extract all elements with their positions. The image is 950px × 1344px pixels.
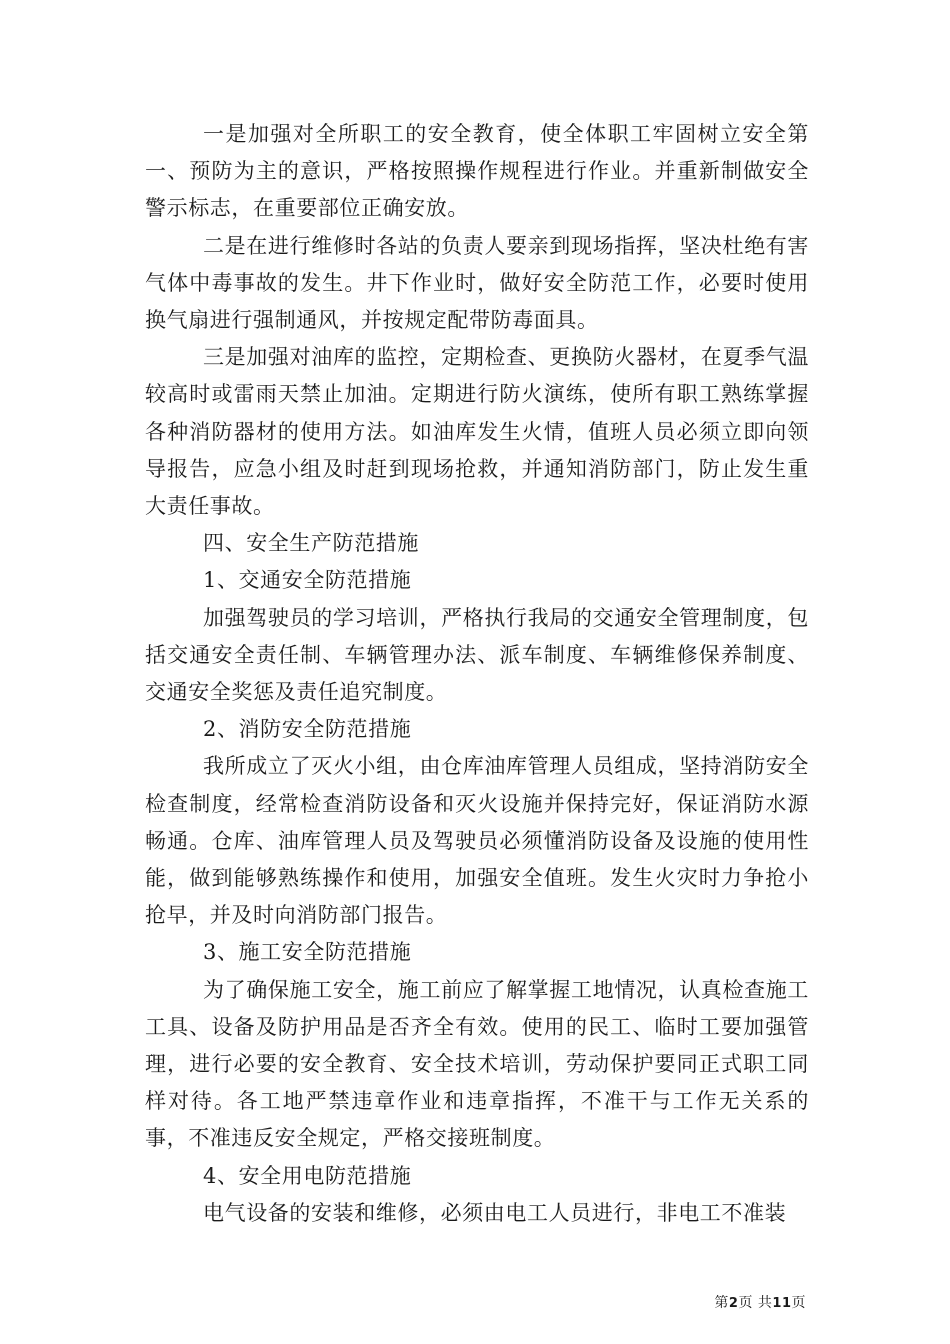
document-body: [145, 116, 809, 1232]
footer-prefix: 第: [714, 1295, 729, 1311]
current-page-number: 2: [728, 1296, 739, 1311]
paragraph: 一是加强对全所职工的安全教育，使全体职工牢固树立安全第一、预防为主的意识，严格按照操作规程进行作业。并重新制做安全警示标志，在重要部位正确安放。: [145, 122, 809, 221]
total-pages-number: 11: [772, 1296, 792, 1311]
subsection-heading: 4、安全用电防范措施: [203, 1163, 412, 1188]
footer-suffix: 页: [791, 1295, 806, 1311]
paragraph: 三是加强对油库的监控，定期检查、更换防火器材，在夏季气温较高时或雷雨天禁止加油。定期进行防火演练，使所有职工熟练掌握各种消防器材的使用方法。如油库发生火情，值班人员必须立即向领导报告，应急小组及时赶到现场抢救，并通知消防部门，防止发生重大责任事故。: [145, 345, 809, 519]
paragraph: 为了确保施工安全，施工前应了解掌握工地情况，认真检查施工工具、设备及防护用品是否齐全有效。使用的民工、临时工要加强管理，进行必要的安全教育、安全技术培训，劳动保护要同正式职工同样对待。各工地严禁违章作业和违章指挥，不准干与工作无关系的事，不准违反安全规定，严格交接班制度。: [145, 977, 809, 1151]
paragraph: 加强驾驶员的学习培训，严格执行我局的交通安全管理制度，包括交通安全责任制、车辆管理办法、派车制度、车辆维修保养制度、交通安全奖惩及责任追究制度。: [145, 605, 809, 705]
paragraph: 电气设备的安装和维修，必须由电工人员进行，非电工不准装: [203, 1200, 787, 1225]
subsection-heading: 2、消防安全防范措施: [203, 717, 412, 742]
subsection-heading: 1、交通安全防范措施: [203, 568, 412, 593]
footer-middle: 页 共: [738, 1295, 773, 1311]
paragraph: 二是在进行维修时各站的负责人要亲到现场指挥，坚决杜绝有害气体中毒事故的发生。井下作业时，做好安全防范工作，必要时使用换气扇进行强制通风，并按规定配带防毒面具。: [145, 233, 809, 333]
subsection-heading: 3、施工安全防范措施: [203, 940, 412, 965]
page-number-footer: [714, 1294, 806, 1313]
paragraph: 我所成立了灭火小组，由仓库油库管理人员组成，坚持消防安全检查制度，经常检查消防设备和灭火设施并保持完好，保证消防水源畅通。仓库、油库管理人员及驾驶员必须懂消防设备及设施的使用性能，做到能够熟练操作和使用，加强安全值班。发生火灾时力争抢小抢早，并及时向消防部门报告。: [145, 754, 809, 928]
section-heading: 四、安全生产防范措施: [203, 531, 419, 556]
